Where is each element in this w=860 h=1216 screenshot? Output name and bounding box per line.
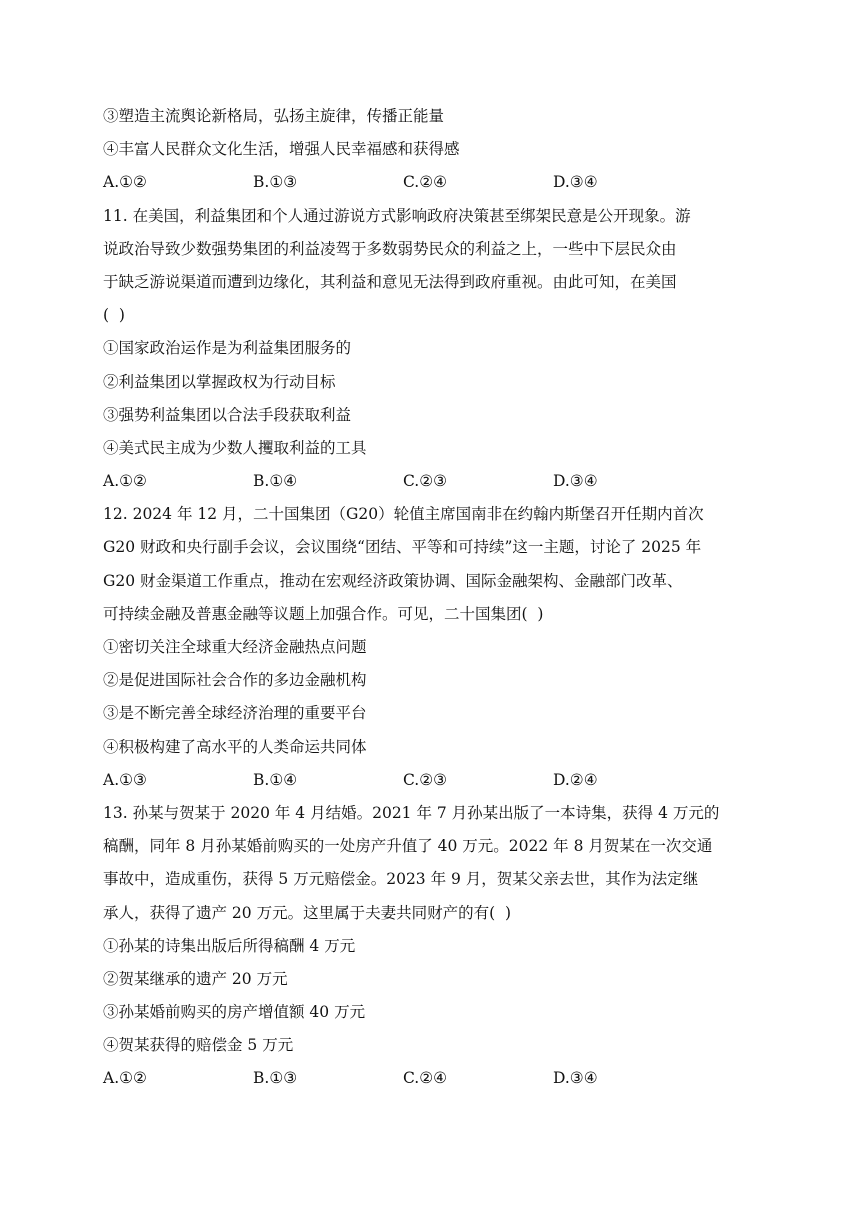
option-d[interactable]: D.③④ <box>553 173 598 192</box>
option-c[interactable]: C.②③ <box>403 472 448 491</box>
statement-3: ③强势利益集团以合法手段获取利益 <box>103 405 352 424</box>
statement-3: ③塑造主流舆论新格局，弘扬主旋律，传播正能量 <box>103 107 445 125</box>
question-stem-line: 说政治导致少数强势集团的利益凌驾于多数弱势民众的利益之上，一些中下层民众由 <box>103 239 677 258</box>
exam-page <box>103 100 753 1096</box>
question-stem-line: 事故中，造成重伤，获得 5 万元赔偿金。2023 年 9 月，贺某父亲去世，其作为法定继 <box>103 870 699 889</box>
statement-2: ②利益集团以掌握政权为行动目标 <box>103 372 336 391</box>
statement-4: ④贺某获得的赔偿金 5 万元 <box>103 1036 294 1055</box>
statement-4: ④积极构建了高水平的人类命运共同体 <box>103 737 367 756</box>
option-b[interactable]: B.①③ <box>253 173 298 192</box>
statement-1: ①密切关注全球重大经济金融热点问题 <box>103 638 367 656</box>
question-stem-line: 12. 2024 年 12 月，二十国集团（G20）轮值主席国南非在约翰内斯堡召开任期内首次 <box>103 505 704 524</box>
option-d[interactable]: D.③④ <box>553 472 598 491</box>
answer-options <box>103 764 753 797</box>
option-a[interactable]: A.①② <box>103 1069 147 1088</box>
question-stem-line: 11. 在美国，利益集团和个人通过游说方式影响政府决策甚至绑架民意是公开现象。游 <box>103 206 691 225</box>
answer-bracket: ( ) <box>103 306 125 325</box>
answer-options <box>103 1062 753 1095</box>
question-stem-line: 承人，获得了遗产 20 万元。这里属于夫妻共同财产的有( ) <box>103 903 512 922</box>
question-stem-line: 于缺乏游说渠道而遭到边缘化，其利益和意见无法得到政府重视。由此可知，在美国 <box>103 272 677 291</box>
question-12 <box>103 498 753 797</box>
option-d[interactable]: D.②④ <box>553 770 598 789</box>
statement-4: ④丰富人民群众文化生活，增强人民幸福感和获得感 <box>103 140 460 159</box>
option-c[interactable]: C.②③ <box>403 770 448 789</box>
question-stem-line: G20 财金渠道工作重点，推动在宏观经济政策协调、国际金融架构、金融部门改革、 <box>103 571 683 590</box>
question-stem-line: 稿酬，同年 8 月孙某婚前购买的一处房产升值了 40 万元。2022 年 8 月贺某在一次交通 <box>103 837 713 856</box>
statement-4: ④美式民主成为少数人攫取利益的工具 <box>103 438 367 457</box>
question-stem-line: 13. 孙某与贺某于 2020 年 4 月结婚。2021 年 7 月孙某出版了一本诗集，获得 4 万元的 <box>103 803 720 822</box>
question-13 <box>103 797 753 1096</box>
statement-3: ③孙某婚前购买的房产增值额 40 万元 <box>103 1003 366 1022</box>
option-c[interactable]: C.②④ <box>403 1069 448 1088</box>
option-a[interactable]: A.①② <box>103 472 147 491</box>
question-11 <box>103 200 753 499</box>
question-stem-line: G20 财政和央行副手会议，会议围绕“团结、平等和可持续”这一主题，讨论了 2025 年 <box>103 538 702 557</box>
statement-3: ③是不断完善全球经济治理的重要平台 <box>103 704 367 723</box>
question-stem-line: 可持续金融及普惠金融等议题上加强合作。可见，二十国集团( ) <box>103 604 544 623</box>
answer-options <box>103 166 753 199</box>
option-a[interactable]: A.①③ <box>103 770 147 789</box>
statement-2: ②是促进国际社会合作的多边金融机构 <box>103 671 367 690</box>
answer-options <box>103 465 753 498</box>
statement-1: ①国家政治运作是为利益集团服务的 <box>103 339 352 358</box>
option-c[interactable]: C.②④ <box>403 173 448 192</box>
option-b[interactable]: B.①③ <box>253 1069 298 1088</box>
option-b[interactable]: B.①④ <box>253 472 298 491</box>
statement-1: ①孙某的诗集出版后所得稿酬 4 万元 <box>103 936 356 955</box>
option-b[interactable]: B.①④ <box>253 770 298 789</box>
statement-2: ②贺某继承的遗产 20 万元 <box>103 969 288 988</box>
option-d[interactable]: D.③④ <box>553 1069 598 1088</box>
option-a[interactable]: A.①② <box>103 173 147 192</box>
question-10-tail <box>103 100 753 200</box>
